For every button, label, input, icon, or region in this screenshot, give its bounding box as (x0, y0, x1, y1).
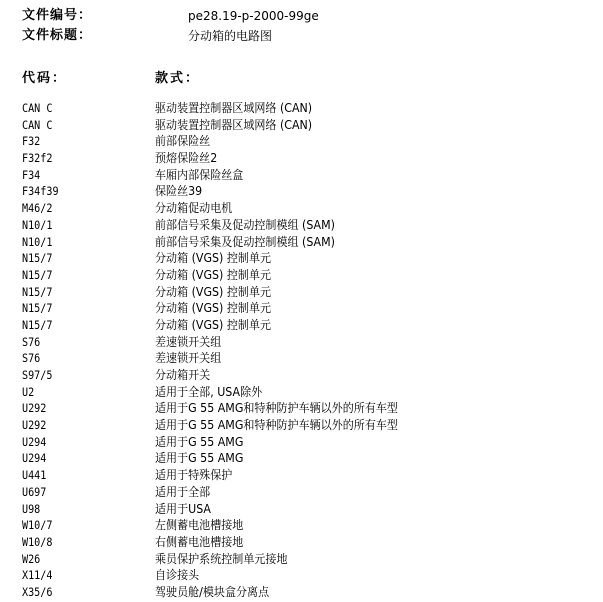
component-description: 右侧蓄电池槽接地 (155, 534, 244, 549)
table-row (0, 567, 603, 584)
table-row (0, 484, 603, 501)
table-row (0, 217, 603, 234)
table-row (0, 501, 603, 518)
component-description: 保险丝39 (155, 184, 203, 199)
component-description: 分动箱 (VGS) 控制单元 (155, 301, 272, 316)
table-row (0, 183, 603, 200)
component-description: 适用于全部, USA除外 (155, 384, 263, 399)
component-description: 驾驶员舱/模块盒分离点 (155, 584, 270, 599)
component-description: 适用于G 55 AMG和特种防护车辆以外的所有车型 (155, 401, 398, 416)
component-code: W10/8 (22, 534, 53, 549)
component-description: 前部信号采集及促动控制模组 (SAM) (155, 234, 335, 249)
table-row (0, 350, 603, 367)
component-code: U441 (22, 468, 47, 483)
component-code: F32f2 (22, 151, 53, 166)
component-description: 分动箱 (VGS) 控制单元 (155, 251, 272, 266)
component-description: 适用于全部 (155, 484, 211, 499)
component-description: 前部保险丝 (155, 134, 211, 149)
component-code: N15/7 (22, 301, 53, 316)
component-description: 差速锁开关组 (155, 334, 222, 349)
table-row (0, 467, 603, 484)
component-code: F34 (22, 167, 41, 182)
table-row (0, 551, 603, 568)
component-code: W26 (22, 551, 41, 566)
component-description: 驱动装置控制器区域网络 (CAN) (155, 117, 313, 132)
table-row (0, 434, 603, 451)
table-row (0, 234, 603, 251)
component-code: U292 (22, 401, 47, 416)
component-code: N10/1 (22, 234, 53, 249)
table-row (0, 167, 603, 184)
component-code: S76 (22, 334, 41, 349)
component-description: 分动箱促动电机 (155, 201, 233, 216)
table-row (0, 400, 603, 417)
code-column-header: 代码： (22, 71, 68, 86)
component-description: 适用于G 55 AMG (155, 451, 244, 466)
component-code: F32 (22, 134, 41, 149)
component-description: 适用于G 55 AMG (155, 434, 244, 449)
component-description: 驱动装置控制器区域网络 (CAN) (155, 101, 313, 115)
component-code: N15/7 (22, 317, 53, 332)
component-description: 分动箱 (VGS) 控制单元 (155, 284, 272, 299)
component-description: 分动箱 (VGS) 控制单元 (155, 317, 272, 332)
table-row (0, 150, 603, 167)
component-description: 乘员保护系统控制单元接地 (155, 551, 288, 566)
table-row (0, 584, 603, 601)
component-code: CAN C (22, 101, 53, 115)
table-row (0, 133, 603, 150)
component-code: F34f39 (22, 184, 59, 199)
table-row (0, 117, 603, 134)
component-description: 分动箱 (VGS) 控制单元 (155, 267, 272, 282)
doc-title-value: 分动箱的电路图 (188, 29, 273, 43)
component-code: U697 (22, 484, 47, 499)
table-row (0, 517, 603, 534)
component-description: 分动箱开关 (155, 368, 211, 382)
component-code: S97/5 (22, 368, 53, 382)
component-code: X11/4 (22, 568, 53, 583)
table-row (0, 367, 603, 384)
doc-number-label: 文件编号： (22, 8, 93, 23)
component-code: S76 (22, 351, 41, 366)
component-code: X35/6 (22, 584, 53, 599)
table-row (0, 284, 603, 301)
table-row (0, 250, 603, 267)
component-code: N15/7 (22, 267, 53, 282)
component-description: 适用于特殊保护 (155, 468, 233, 483)
description-column-header: 款式： (155, 71, 201, 86)
table-row (0, 534, 603, 551)
legend-table (0, 100, 603, 601)
table-row (0, 200, 603, 217)
doc-number-value: pe28.19-p-2000-99ge (188, 9, 319, 23)
component-description: 自诊接头 (155, 568, 200, 583)
component-description: 适用于USA (155, 501, 211, 516)
table-row (0, 300, 603, 317)
doc-title-label: 文件标题： (22, 28, 93, 43)
component-code: U294 (22, 434, 47, 449)
component-code: N15/7 (22, 251, 53, 266)
component-code: M46/2 (22, 201, 53, 216)
table-row (0, 417, 603, 434)
component-description: 预熔保险丝2 (155, 151, 218, 166)
table-row (0, 450, 603, 467)
table-row (0, 334, 603, 351)
component-description: 左侧蓄电池槽接地 (155, 518, 244, 533)
component-description: 适用于G 55 AMG和特种防护车辆以外的所有车型 (155, 418, 398, 433)
component-code: N10/1 (22, 217, 53, 232)
table-row (0, 267, 603, 284)
component-code: U98 (22, 501, 41, 516)
component-code: U292 (22, 418, 47, 433)
component-code: W10/7 (22, 518, 53, 533)
component-code: U294 (22, 451, 47, 466)
table-row (0, 384, 603, 401)
component-code: N15/7 (22, 284, 53, 299)
table-row (0, 317, 603, 334)
component-description: 车厢内部保险丝盒 (155, 167, 244, 182)
table-row (0, 100, 603, 117)
component-description: 前部信号采集及促动控制模组 (SAM) (155, 217, 335, 232)
component-code: CAN C (22, 117, 53, 132)
component-description: 差速锁开关组 (155, 351, 222, 366)
component-code: U2 (22, 384, 35, 399)
